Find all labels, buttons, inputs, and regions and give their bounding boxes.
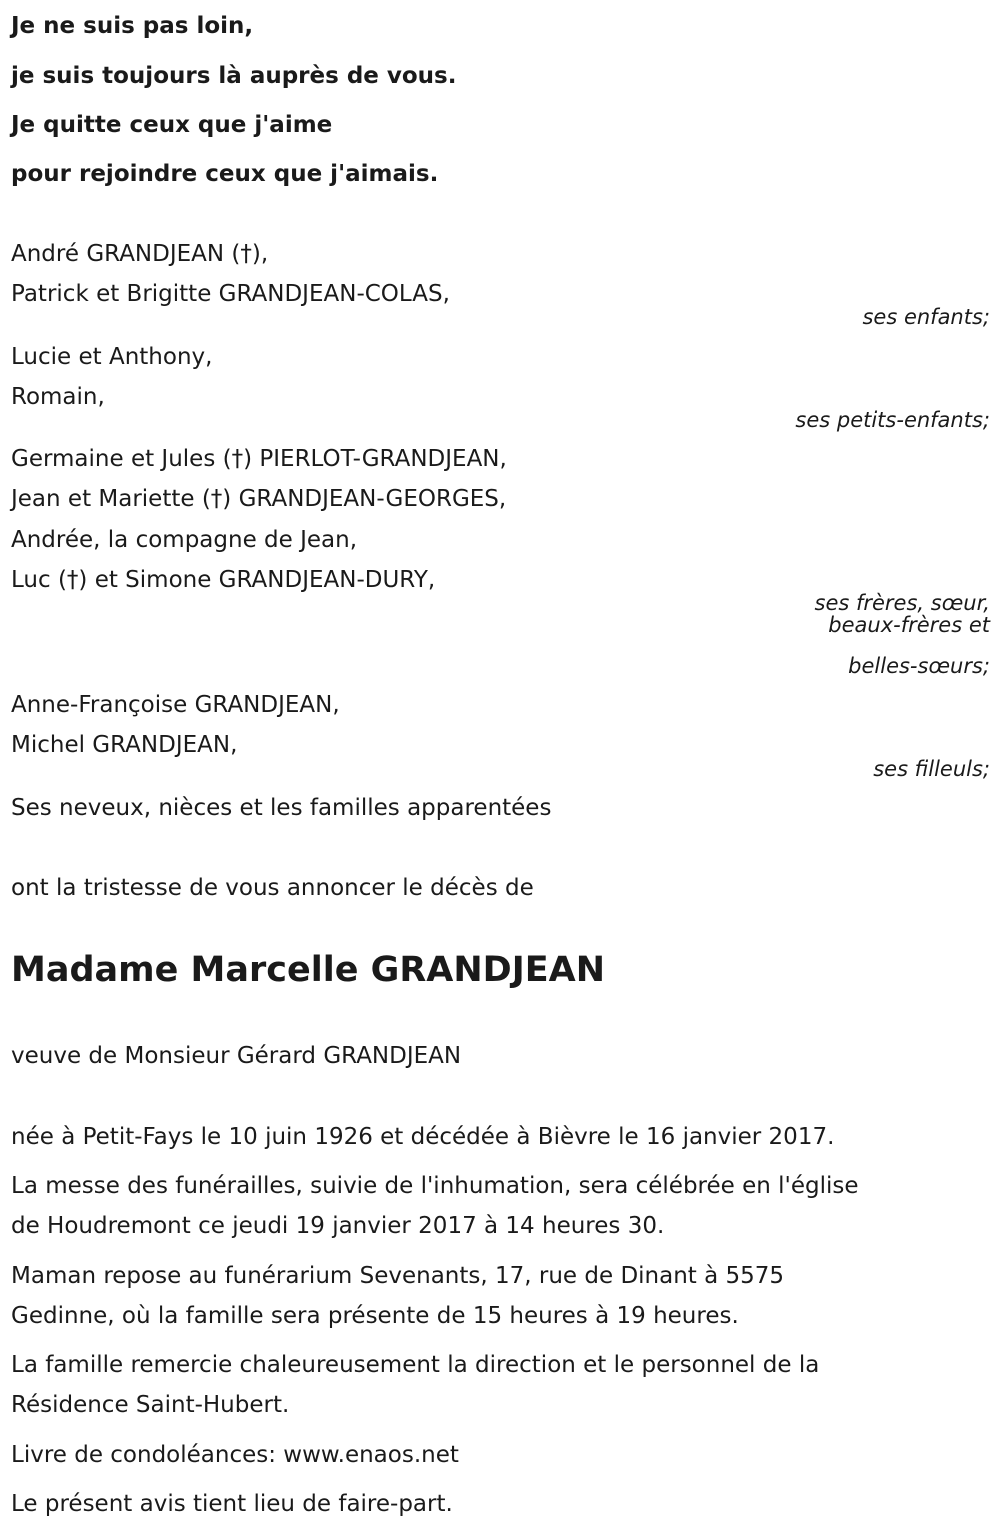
extended-family: Ses neveux, nièces et les familles apparentées: [11, 795, 552, 821]
siblings-role-line-1: ses frères, sœur,: [814, 591, 990, 615]
sibling-3: Andrée, la compagne de Jean,: [11, 527, 358, 553]
sibling-2: Jean et Mariette (†) GRANDJEAN-GEORGES,: [11, 486, 507, 512]
sibling-1: Germaine et Jules (†) PIERLOT-GRANDJEAN,: [11, 446, 507, 472]
widow-of: veuve de Monsieur Gérard GRANDJEAN: [11, 1043, 462, 1069]
condolences: Livre de condoléances: www.enaos.net: [11, 1442, 459, 1468]
funerarium-line-2: Gedinne, où la famille sera présente de 15 heures à 19 heures.: [11, 1303, 739, 1329]
thanks-line-1: La famille remercie chaleureusement la direction et le personnel de la: [11, 1352, 820, 1378]
siblings-role-line-2: beaux-frères et: [828, 613, 990, 637]
thanks-line-2: Résidence Saint-Hubert.: [11, 1392, 290, 1418]
notice: Le présent avis tient lieu de faire-part.: [11, 1491, 453, 1517]
godchild-2: Michel GRANDJEAN,: [11, 732, 238, 758]
grandchildren-role: ses petits-enfants;: [795, 408, 990, 432]
poem-line-1: Je ne suis pas loin,: [11, 13, 254, 39]
godchildren-role: ses filleuls;: [873, 757, 990, 781]
godchild-1: Anne-Françoise GRANDJEAN,: [11, 692, 340, 718]
poem-line-4: pour rejoindre ceux que j'aimais.: [11, 161, 439, 187]
funeral-line-1: La messe des funérailles, suivie de l'inhumation, sera célébrée en l'église: [11, 1173, 859, 1199]
poem-line-2: je suis toujours là auprès de vous.: [11, 63, 457, 89]
child-1: André GRANDJEAN (†),: [11, 241, 269, 267]
sibling-4: Luc (†) et Simone GRANDJEAN-DURY,: [11, 567, 436, 593]
children-role: ses enfants;: [862, 305, 990, 329]
birth-death: née à Petit-Fays le 10 juin 1926 et décédée à Bièvre le 16 janvier 2017.: [11, 1124, 835, 1150]
funerarium-line-1: Maman repose au funérarium Sevenants, 17, rue de Dinant à 5575: [11, 1263, 785, 1289]
child-2: Patrick et Brigitte GRANDJEAN-COLAS,: [11, 281, 450, 307]
poem-line-3: Je quitte ceux que j'aime: [11, 112, 333, 138]
announcement: ont la tristesse de vous annoncer le décès de: [11, 875, 534, 901]
siblings-role-line-3: belles-sœurs;: [848, 654, 990, 678]
deceased-name: Madame Marcelle GRANDJEAN: [11, 950, 606, 990]
funeral-line-2: de Houdremont ce jeudi 19 janvier 2017 à 14 heures 30.: [11, 1213, 665, 1239]
grandchild-1: Lucie et Anthony,: [11, 344, 213, 370]
grandchild-2: Romain,: [11, 384, 105, 410]
